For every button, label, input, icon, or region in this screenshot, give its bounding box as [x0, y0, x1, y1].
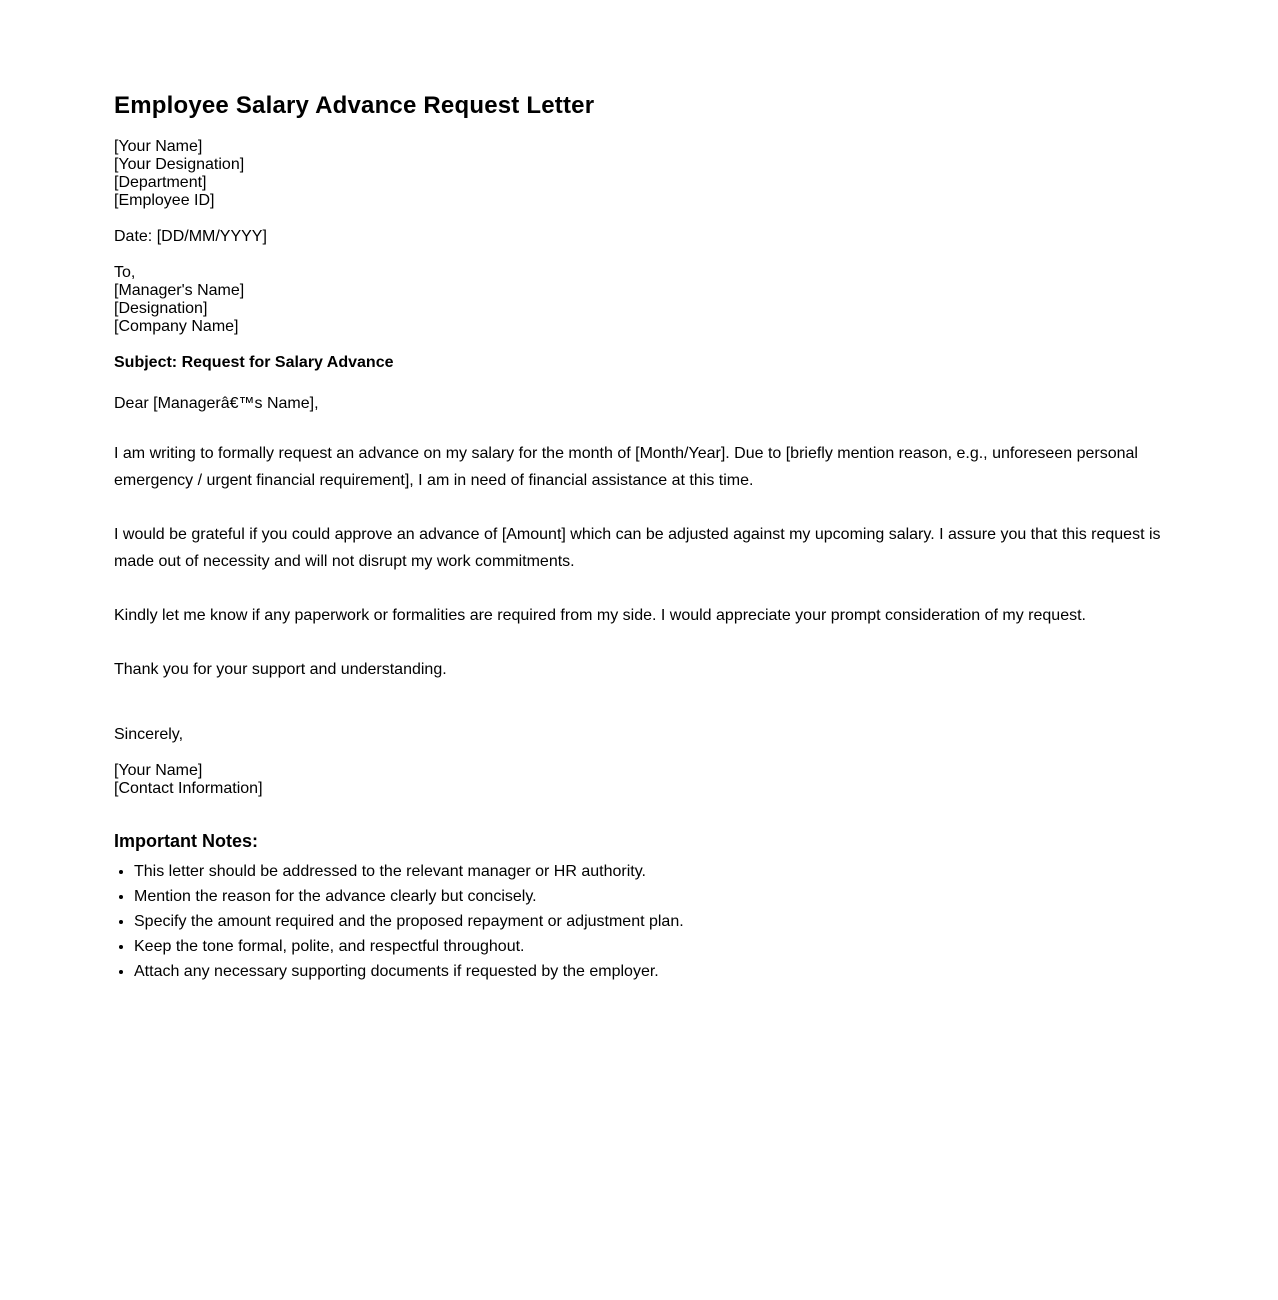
list-item: • Specify the amount required and the proposed repayment or adjustment plan. — [134, 909, 1174, 934]
list-item: • Mention the reason for the advance clearly but concisely. — [134, 884, 1174, 909]
body-paragraph-1: I am writing to formally request an advance on my salary for the month of [Month/Year]. Due to [briefly mention reason, e.g., unforeseen personal emergency / urgent financial requirement], I am in need of financial assistance at this time. — [114, 445, 1138, 489]
signature-name: [Your Name] — [114, 762, 203, 779]
closing: Sincerely, — [114, 726, 184, 743]
signature-contact: [Contact Information] — [114, 780, 263, 797]
list-item: • This letter should be addressed to the relevant manager or HR authority. — [134, 859, 1174, 884]
signature-block — [114, 762, 1174, 798]
list-item: • Attach any necessary supporting documents if requested by the employer. — [134, 959, 1174, 984]
date-line: Date: [DD/MM/YYYY] — [114, 228, 267, 245]
recipient-manager-name: [Manager's Name] — [114, 282, 245, 299]
body-paragraph-2: I would be grateful if you could approve an advance of [Amount] which can be adjusted against my upcoming salary. I assure you that this request is made out of necessity and will not disrupt my work commitments. — [114, 526, 1161, 570]
body-paragraph-3: Kindly let me know if any paperwork or formalities are required from my side. I would appreciate your prompt consideration of my request. — [114, 607, 1086, 624]
sender-name: [Your Name] — [114, 138, 203, 155]
recipient-company-name: [Company Name] — [114, 318, 239, 335]
letter-document — [114, 90, 1174, 984]
recipient-to: To, — [114, 264, 136, 281]
notes-heading: Important Notes: — [114, 831, 258, 851]
body-paragraph-4: Thank you for your support and understanding. — [114, 661, 447, 678]
recipient-block — [114, 264, 1174, 336]
sender-employee-id: [Employee ID] — [114, 192, 215, 209]
notes-list — [114, 859, 1174, 984]
recipient-designation: [Designation] — [114, 300, 208, 317]
page-title: Employee Salary Advance Request Letter — [114, 92, 595, 119]
sender-designation: [Your Designation] — [114, 156, 245, 173]
subject-line: Subject: Request for Salary Advance — [114, 354, 394, 371]
sender-block — [114, 138, 1174, 210]
greeting: Dear [Managerâ€™s Name], — [114, 395, 319, 412]
list-item: • Keep the tone formal, polite, and respectful throughout. — [134, 934, 1174, 959]
sender-department: [Department] — [114, 174, 207, 191]
